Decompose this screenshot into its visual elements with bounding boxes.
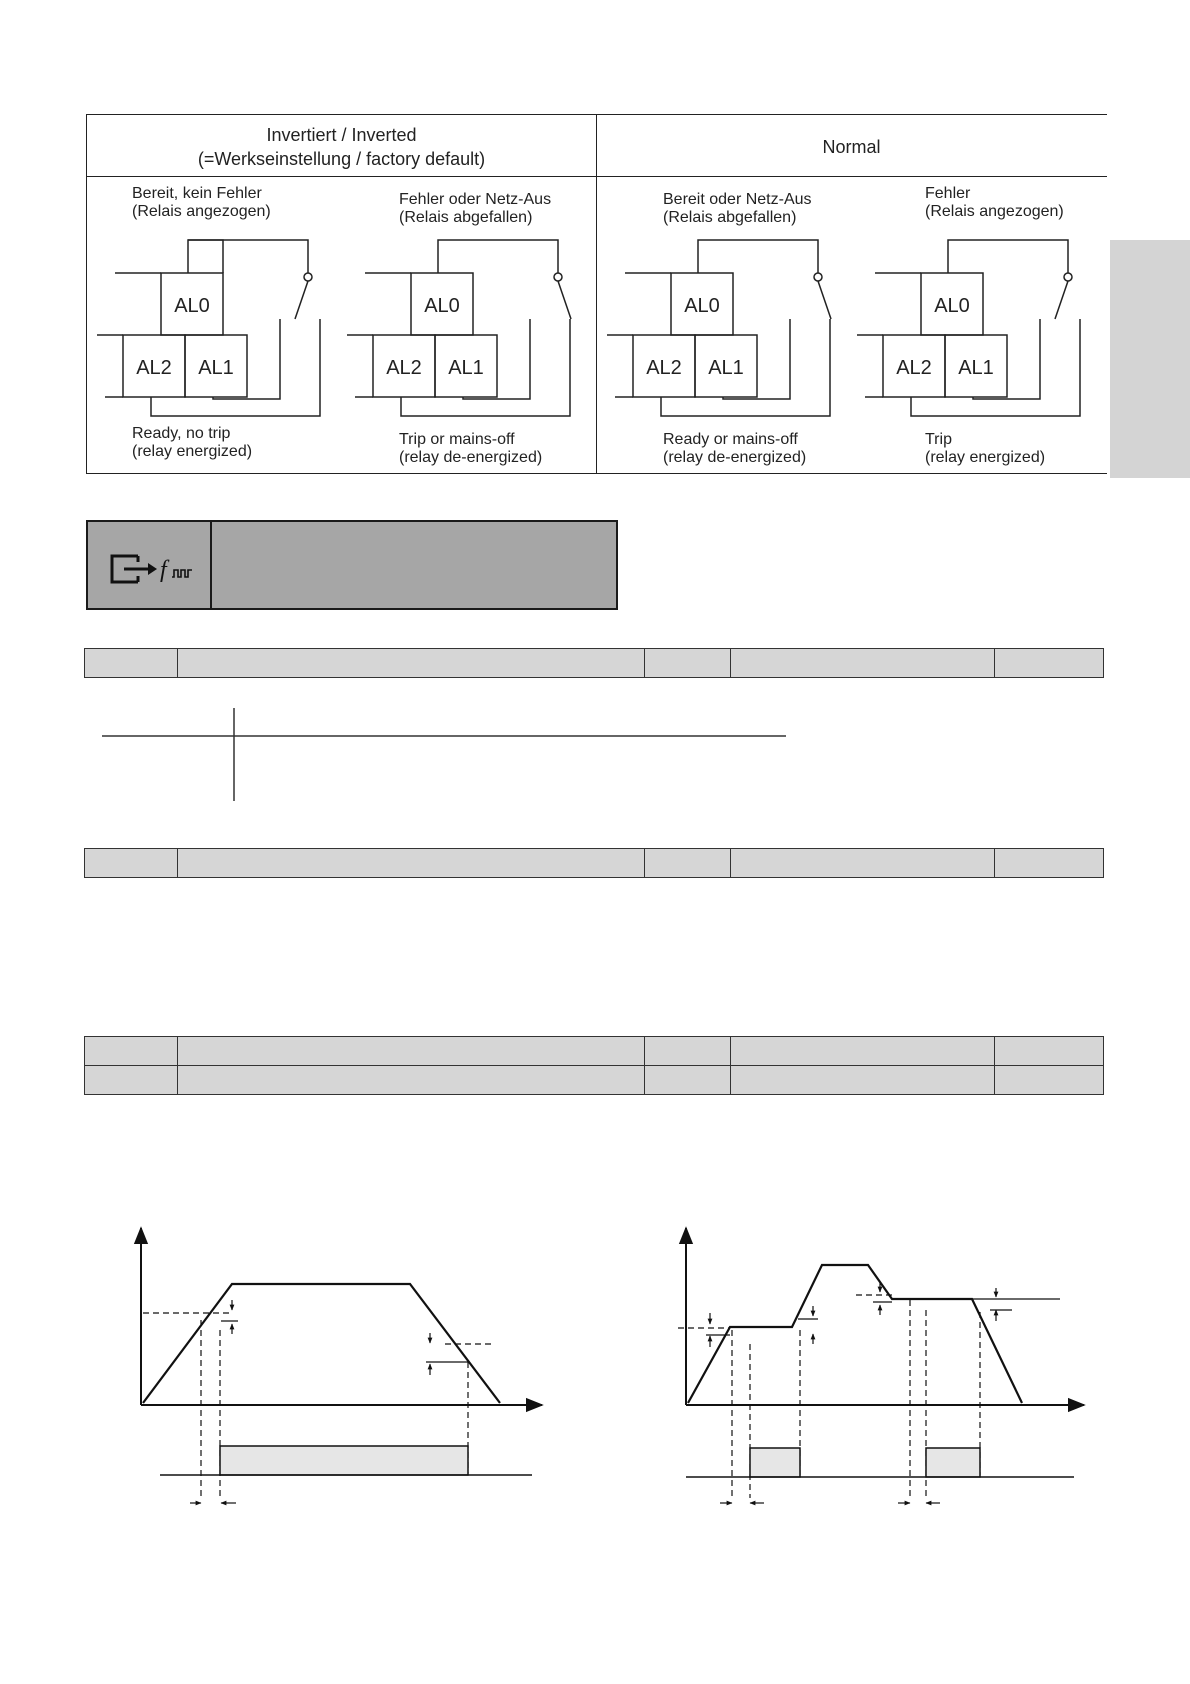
relay-diagram-3 (607, 240, 831, 416)
p2-contact-right: AL1 (448, 357, 484, 379)
p1-bottom-line2: (relay energized) (132, 443, 253, 460)
parameter-table-2 (84, 848, 1104, 878)
p2-bottom-line1: Trip or mains-off (399, 431, 515, 448)
p4-top-line2: (Relais angezogen) (925, 203, 1064, 220)
p1-bottom-line1: Ready, no trip (132, 425, 231, 442)
p1-top-line2: (Relais angezogen) (132, 203, 271, 220)
p3-contact-right: AL1 (708, 357, 744, 379)
p3-caption-top (663, 191, 812, 227)
relay-diagram-2 (347, 240, 571, 416)
p4-contact-right: AL1 (958, 357, 994, 379)
table-row (85, 649, 1103, 677)
parameter-table-1 (84, 648, 1104, 678)
p4-caption-top (925, 185, 1064, 221)
function-box-divider (210, 522, 212, 608)
header-normal: Normal (822, 137, 881, 157)
output-frequency-icon (108, 550, 198, 586)
timing-diagram-left (120, 1220, 560, 1520)
p4-caption-bottom (925, 431, 1045, 467)
table-row (85, 1037, 1103, 1065)
p2-contact-left: AL2 (386, 357, 422, 379)
p2-top-line2: (Relais abgefallen) (399, 209, 533, 226)
p4-bottom-line2: (relay energized) (925, 449, 1046, 466)
header-inverted-line2: (=Werkseinstellung / factory default) (197, 149, 486, 169)
timing-diagram-right (672, 1220, 1092, 1520)
header-inverted-line1: Invertiert / Inverted (266, 125, 417, 145)
table-row (85, 849, 1103, 877)
p3-contact-top: AL0 (684, 295, 720, 317)
table-row (85, 1065, 1103, 1094)
p2-top-line1: Fehler oder Netz-Aus (399, 191, 552, 208)
function-header-box (86, 520, 618, 610)
p1-contact-top: AL0 (174, 295, 210, 317)
p4-bottom-line1: Trip (925, 431, 952, 448)
p4-top-line1: Fehler (925, 185, 971, 202)
p2-caption-top (399, 191, 551, 227)
relay-diagrams (87, 115, 1107, 473)
p3-contact-left: AL2 (646, 357, 682, 379)
p3-bottom-line2: (relay de-energized) (663, 449, 807, 466)
relay-diagram-4 (857, 240, 1080, 416)
relay-diagram-1 (97, 240, 320, 416)
p3-bottom-line1: Ready or mains-off (663, 431, 798, 448)
p3-top-line1: Bereit oder Netz-Aus (663, 191, 812, 208)
p1-contact-right: AL1 (198, 357, 234, 379)
p3-top-line2: (Relais abgefallen) (663, 209, 797, 226)
p2-contact-top: AL0 (424, 295, 460, 317)
p1-caption-bottom (132, 425, 252, 461)
chapter-side-tab (1110, 240, 1190, 478)
p4-contact-left: AL2 (896, 357, 932, 379)
p1-caption-top (132, 185, 271, 221)
value-table-lines (100, 708, 800, 803)
parameter-table-3 (84, 1036, 1104, 1095)
p2-bottom-line2: (relay de-energized) (399, 449, 543, 466)
p2-caption-bottom (399, 431, 542, 467)
frequency-glyph: f (160, 557, 167, 583)
p1-contact-left: AL2 (136, 357, 172, 379)
relay-contact-table (86, 114, 1107, 474)
p3-caption-bottom (663, 431, 806, 467)
p1-top-line1: Bereit, kein Fehler (132, 185, 262, 202)
p4-contact-top: AL0 (934, 295, 970, 317)
